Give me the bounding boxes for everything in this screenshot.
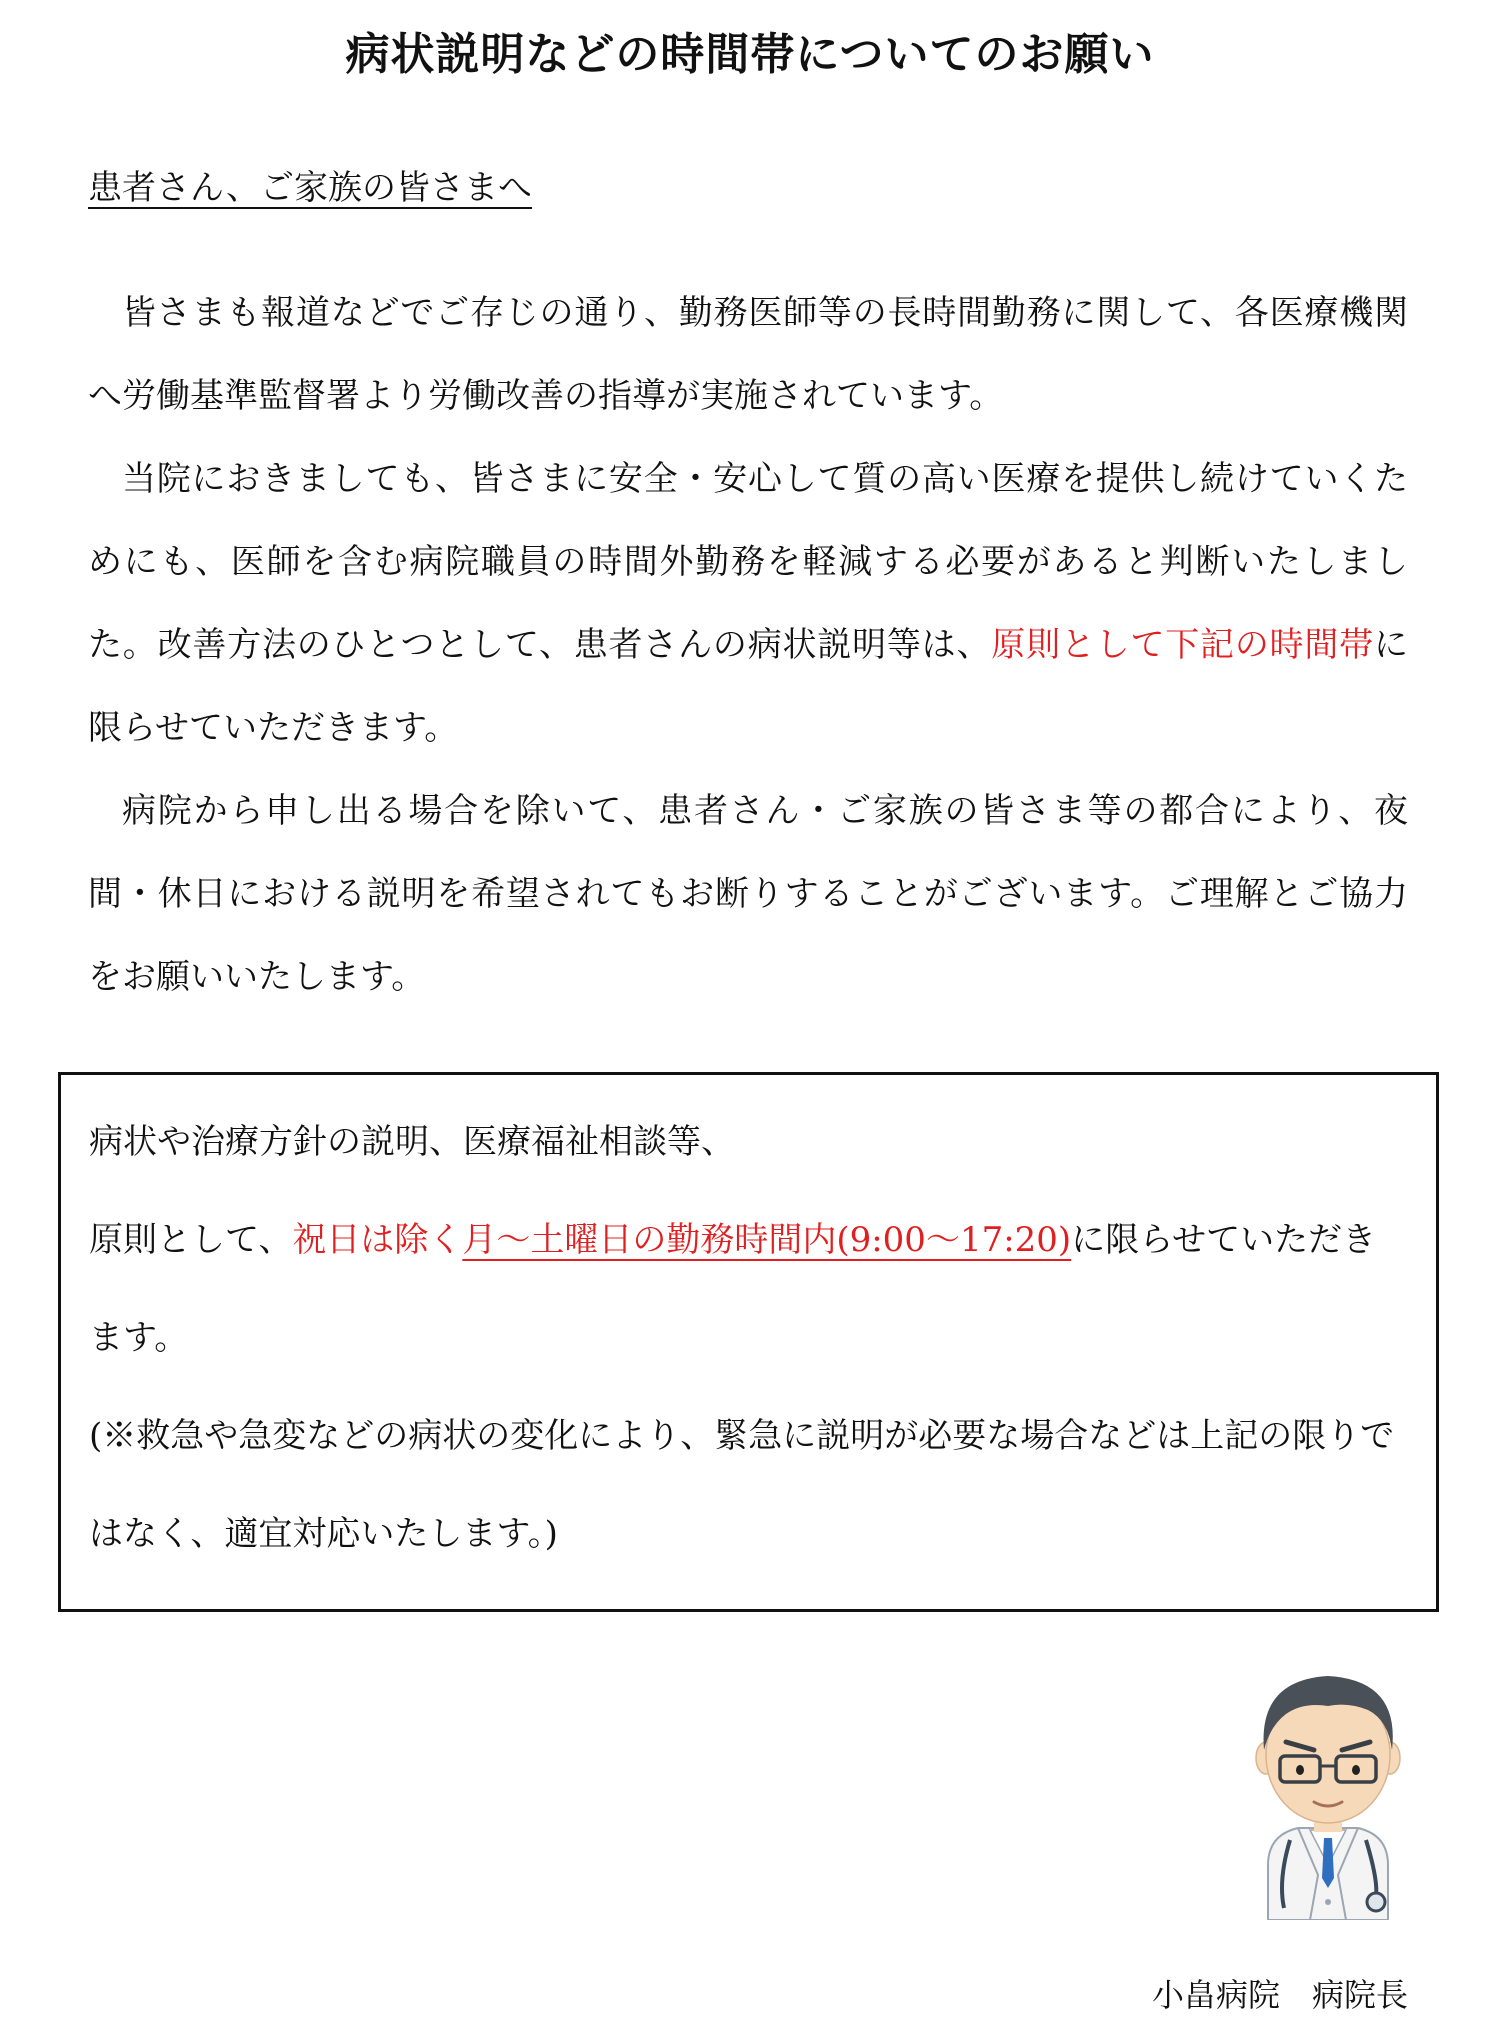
signature: 小畠病院 病院長: [1152, 1976, 1409, 2014]
paragraph-2-text-b: に限らせていただきます。: [88, 625, 1409, 748]
notice-holiday-exception: 祝日は除く: [292, 1220, 463, 1260]
notice-emergency-note: (※救急や急変などの病状の変化により、緊急に説明が必要な場合などは上記の限りではなく、適宜対応いたします。): [89, 1416, 1395, 1554]
notice-line-1: 病状や治療方針の説明、医療福祉相談等、: [89, 1122, 735, 1162]
notice-line-2-suffix: に限らせていただきます。: [89, 1220, 1377, 1358]
doctor-illustration-icon: [1228, 1650, 1428, 1920]
notice-line-2: [89, 1191, 1408, 1387]
notice-box: [58, 1072, 1439, 1612]
salutation: 患者さん、ご家族の皆さまへ: [88, 168, 533, 208]
page-title: 病状説明などの時間帯についてのお願い: [345, 29, 1155, 80]
body-text: [88, 272, 1408, 1019]
notice-hours: 月〜土曜日の勤務時間内(9:00〜17:20): [462, 1220, 1072, 1260]
paragraph-3: 病院から申し出る場合を除いて、患者さん・ご家族の皆さま等の都合により、夜間・休日における説明を希望されてもお断りすることがございます。ご理解とご協力をお願いいたします。: [88, 791, 1408, 997]
paragraph-1: 皆さまも報道などでご存じの通り、勤務医師等の長時間勤務に関して、各医療機関へ労働基準監督署より労働改善の指導が実施されています。: [88, 293, 1408, 416]
paragraph-2-text-a: 当院におきましても、皆さまに安全・安心して質の高い医療を提供し続けていくためにも、医師を含む病院職員の時間外勤務を軽減する必要があると判断いたしました。改善方法のひとつとして、患者さんの病状説明等は、: [88, 459, 1408, 665]
paragraph-2-highlight: 原則として下記の時間帯: [991, 625, 1375, 665]
paragraph-2: [88, 438, 1408, 770]
notice-line-2-prefix: 原則として、: [89, 1220, 293, 1260]
